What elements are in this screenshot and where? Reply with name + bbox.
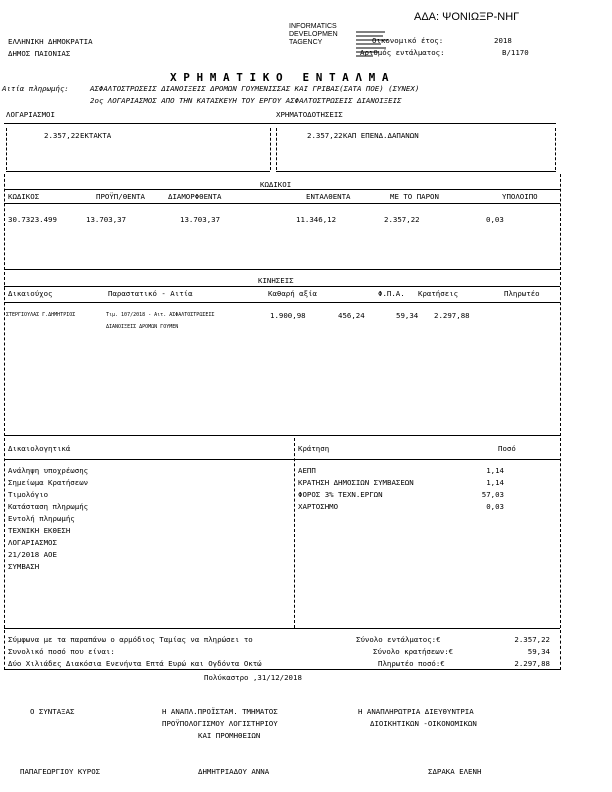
divider	[4, 435, 560, 436]
codes-col-remaining: ΥΠΟΛΟΙΠΟ	[502, 192, 538, 201]
codes-col-budgeted: ΠΡΟΫΠ/ΘΕΝΤΑ	[96, 192, 145, 201]
divider	[276, 171, 556, 172]
summary-amount-words: Δύο Χιλιάδες Διακόσια Ενενήντα Επτά Ευρώ και Ογδόντα Οκτώ	[8, 659, 262, 668]
movements-col-beneficiary: Δικαιούχος	[8, 289, 53, 298]
divider	[4, 628, 560, 629]
director-title-line2: ΔΙΟΙΚΗΤΙΚΩΝ -ΟΙΚΟΝΟΜΙΚΩΝ	[370, 719, 477, 728]
financing-header: ΧΡΗΜΑΤΟΔΟΤΗΣΕΙΣ	[276, 110, 343, 119]
manager-title-line2: ΠΡΟΫΠΟΛΟΓΙΣΜΟΥ ΛΟΓΙΣΤΗΡΙΟΥ	[162, 719, 278, 728]
supporting-header: Δικαιολογητικά	[8, 444, 71, 453]
manager-title-line1: Η ΑΝΑΠΛ.ΠΡΟΪΣΤΑΜ. ΤΜΗΜΑΤΟΣ	[162, 707, 278, 716]
total-order: 2.357,22	[514, 635, 550, 644]
payment-cause-line1: ΑΣΦΑΛΤΟΣΤΡΩΣΕΙΣ ΔΙΑΝΟΙΞΕΙΣ ΔΡΟΜΩΝ ΓΟΥΜΕΝΙΣΣΑΣ ΚΑΙ ΓΡΙΒΑΣ(ΣΑΤΑ ΠΟΕ) (ΣΥΝΕΧ)	[90, 84, 420, 93]
box-border	[6, 128, 7, 170]
movement-document-line2: ΔΙΑΝΟΙΞΕΙΣ ΔΡΟΜΩΝ ΓΟΥΜΕΝ	[106, 324, 179, 330]
agency-logo-line2: DEVELOPMEN	[289, 31, 338, 38]
box-border	[270, 128, 271, 170]
withholding-name: ΚΡΑΤΗΣΗ ΔΗΜΟΣΙΩΝ ΣΥΜΒΑΣΕΩΝ	[298, 478, 414, 487]
director-name: ΣΔΡΑΚΑ ΕΛΕΝΗ	[428, 767, 482, 776]
frame-border	[4, 630, 5, 670]
accounts-header: ΛΟΓΑΡΙΑΣΜΟΙ	[6, 110, 55, 119]
supporting-item: Κατάσταση πληρωμής	[8, 502, 89, 511]
payable-label: Πληρωτέο ποσό:€	[378, 659, 445, 668]
order-number: Β/1170	[502, 48, 529, 57]
supporting-item: Ανάληψη υποχρέωσης	[8, 466, 89, 475]
payment-cause-label: Αιτία πληρωμής:	[2, 84, 69, 93]
issuer-municipality: ΔΗΜΟΣ ΠΑΙΟΝΙΑΣ	[8, 49, 71, 58]
manager-name: ΔΗΜΗΤΡΙΑΔΟΥ ΑΝΝΑ	[198, 767, 270, 776]
total-deductions: 59,34	[527, 647, 550, 656]
supporting-item: 21/2018 ΑΟΕ	[8, 550, 57, 559]
withholding-name: ΦΟΡΟΣ 3% ΤΕΧΝ.ΕΡΓΩΝ	[298, 490, 383, 499]
payable-amount: 2.297,88	[514, 659, 550, 668]
frame-border	[560, 174, 561, 270]
supporting-item: ΤΕΧΝΙΚΗ ΕΚΘΕΣΗ	[8, 526, 71, 535]
financing-desc: ΚΑΠ ΕΠΕΝΔ.ΔΑΠΑΝΩΝ	[343, 131, 419, 140]
withholding-name: ΑΕΠΠ	[298, 466, 316, 475]
place-date: Πολύκαστρο ,31/12/2018	[204, 673, 302, 682]
composer-name: ΠΑΠΑΓΕΩΡΓΙΟΥ ΚΥΡΟΣ	[20, 767, 101, 776]
document-title: Χ Ρ Η Μ Α Τ Ι Κ Ο Ε Ν Τ Α Λ Μ Α	[170, 71, 389, 84]
fiscal-year-label: Οικονομικό έτος:	[372, 36, 444, 45]
withholding-amount: 1,14	[486, 466, 504, 475]
withholdings-amount-header: Ποσό	[498, 444, 516, 453]
frame-border	[294, 438, 295, 628]
accounts-desc: ΕΚΤΑΚΤΑ	[80, 131, 112, 140]
divider	[4, 459, 560, 460]
codes-formed: 13.703,37	[180, 215, 221, 224]
frame-border	[560, 438, 561, 628]
total-deductions-label: Σύνολο κρατήσεων:€	[373, 647, 454, 656]
movement-payable: 2.297,88	[434, 311, 470, 320]
divider	[4, 302, 560, 303]
ada-code: ΑΔΑ: ΨΟΝΙΩΞΡ-ΝΗΓ	[414, 11, 520, 23]
total-order-label: Σύνολο εντάλματος:€	[356, 635, 441, 644]
codes-col-formed: ΔΙΑΜΟΡΦΘΕΝΤΑ	[168, 192, 222, 201]
supporting-item: Τιμολόγιο	[8, 490, 49, 499]
box-border	[276, 128, 277, 170]
director-title-line1: Η ΑΝΑΠΛΗΡΩΤΡΙΑ ΔΙΕΥΘΥΝΤΡΙΑ	[358, 707, 474, 716]
frame-border	[560, 630, 561, 670]
composer-title: Ο ΣΥΝΤΑΞΑΣ	[30, 707, 75, 716]
divider	[4, 286, 560, 287]
movements-title: ΚΙΝΗΣΕΙΣ	[258, 276, 294, 285]
box-border	[555, 128, 556, 170]
codes-remaining: 0,03	[486, 215, 504, 224]
fiscal-year: 2018	[494, 36, 512, 45]
frame-border	[560, 272, 561, 436]
withholding-name: ΧΑΡΤΟΣΗΜΟ	[298, 502, 339, 511]
withholding-amount: 1,14	[486, 478, 504, 487]
withholdings-header: Κράτηση	[298, 444, 330, 453]
summary-line2: Συνολικό ποσό που είναι:	[8, 647, 115, 656]
movement-vat: 456,24	[338, 311, 365, 320]
divider	[4, 123, 556, 124]
divider	[6, 171, 270, 172]
codes-budgeted: 13.703,37	[86, 215, 127, 224]
divider	[4, 203, 560, 204]
movement-document-line1: Τιμ. 107/2018 - Αιτ. ΑΣΦΑΛΤΟΣΤΡΩΣΕΙΣ	[106, 312, 215, 318]
codes-current: 2.357,22	[384, 215, 420, 224]
supporting-item: Σημείωμα Κρατήσεων	[8, 478, 89, 487]
movements-col-document: Παραστατικό - Αιτία	[108, 289, 193, 298]
divider	[4, 269, 560, 270]
divider	[4, 189, 560, 190]
movements-col-vat: Φ.Π.Α.	[378, 289, 405, 298]
accounts-value: 2.357,22	[44, 131, 80, 140]
issuer-state: ΕΛΛΗΝΙΚΗ ΔΗΜΟΚΡΑΤΙΑ	[8, 37, 93, 46]
summary-line1: Σύμφωνα με τα παραπάνω ο αρμόδιος Ταμίας να πληρώσει το	[8, 635, 253, 644]
codes-col-ordered: ΕΝΤΑΛΘΕΝΤΑ	[306, 192, 351, 201]
codes-col-code: ΚΩΔΙΚΟΣ	[8, 192, 40, 201]
payment-cause-line2: 2ος ΛΟΓΑΡΙΑΣΜΟΣ ΑΠΟ ΤΗΝ ΚΑΤΑΣΚΕΥΗ ΤΟΥ ΕΡΓΟΥ ΑΣΦΑΛΤΟΣΤΡΩΣΕΙΣ ΔΙΑΝΟΙΞΕΙΣ	[90, 96, 402, 105]
movements-col-payable: Πληρωτέο	[504, 289, 540, 298]
withholding-amount: 0,03	[486, 502, 504, 511]
supporting-item: ΣΥΜΒΑΣΗ	[8, 562, 40, 571]
supporting-item: Εντολή πληρωμής	[8, 514, 75, 523]
movement-deductions: 59,34	[396, 311, 419, 320]
agency-logo-line3: TAGENCY	[289, 39, 323, 46]
divider	[4, 669, 560, 670]
movement-beneficiary: ΣΤΕΡΓΙΟΥΛΑΣ Γ.ΔΗΜΗΤΡΙΟΣ	[6, 312, 76, 318]
codes-ordered: 11.346,12	[296, 215, 337, 224]
codes-code: 30.7323.499	[8, 215, 57, 224]
withholding-amount: 57,03	[481, 490, 504, 499]
movements-col-deductions: Κρατήσεις	[418, 289, 459, 298]
financing-value: 2.357,22	[307, 131, 343, 140]
movement-net: 1.900,98	[270, 311, 306, 320]
order-number-label: Αριθμός εντάλματος:	[360, 48, 445, 57]
manager-title-line3: ΚΑΙ ΠΡΟΜΗΘΕΙΩΝ	[198, 731, 261, 740]
supporting-item: ΛΟΓΑΡΙΑΣΜΟΣ	[8, 538, 57, 547]
codes-title: ΚΩΔΙΚΟΙ	[260, 180, 292, 189]
movements-col-net: Καθαρή αξία	[268, 289, 317, 298]
frame-border	[4, 438, 5, 628]
frame-border	[4, 272, 5, 436]
codes-col-current: ΜΕ ΤΟ ΠΑΡΟΝ	[390, 192, 439, 201]
agency-logo-line1: INFORMATICS	[289, 23, 337, 30]
